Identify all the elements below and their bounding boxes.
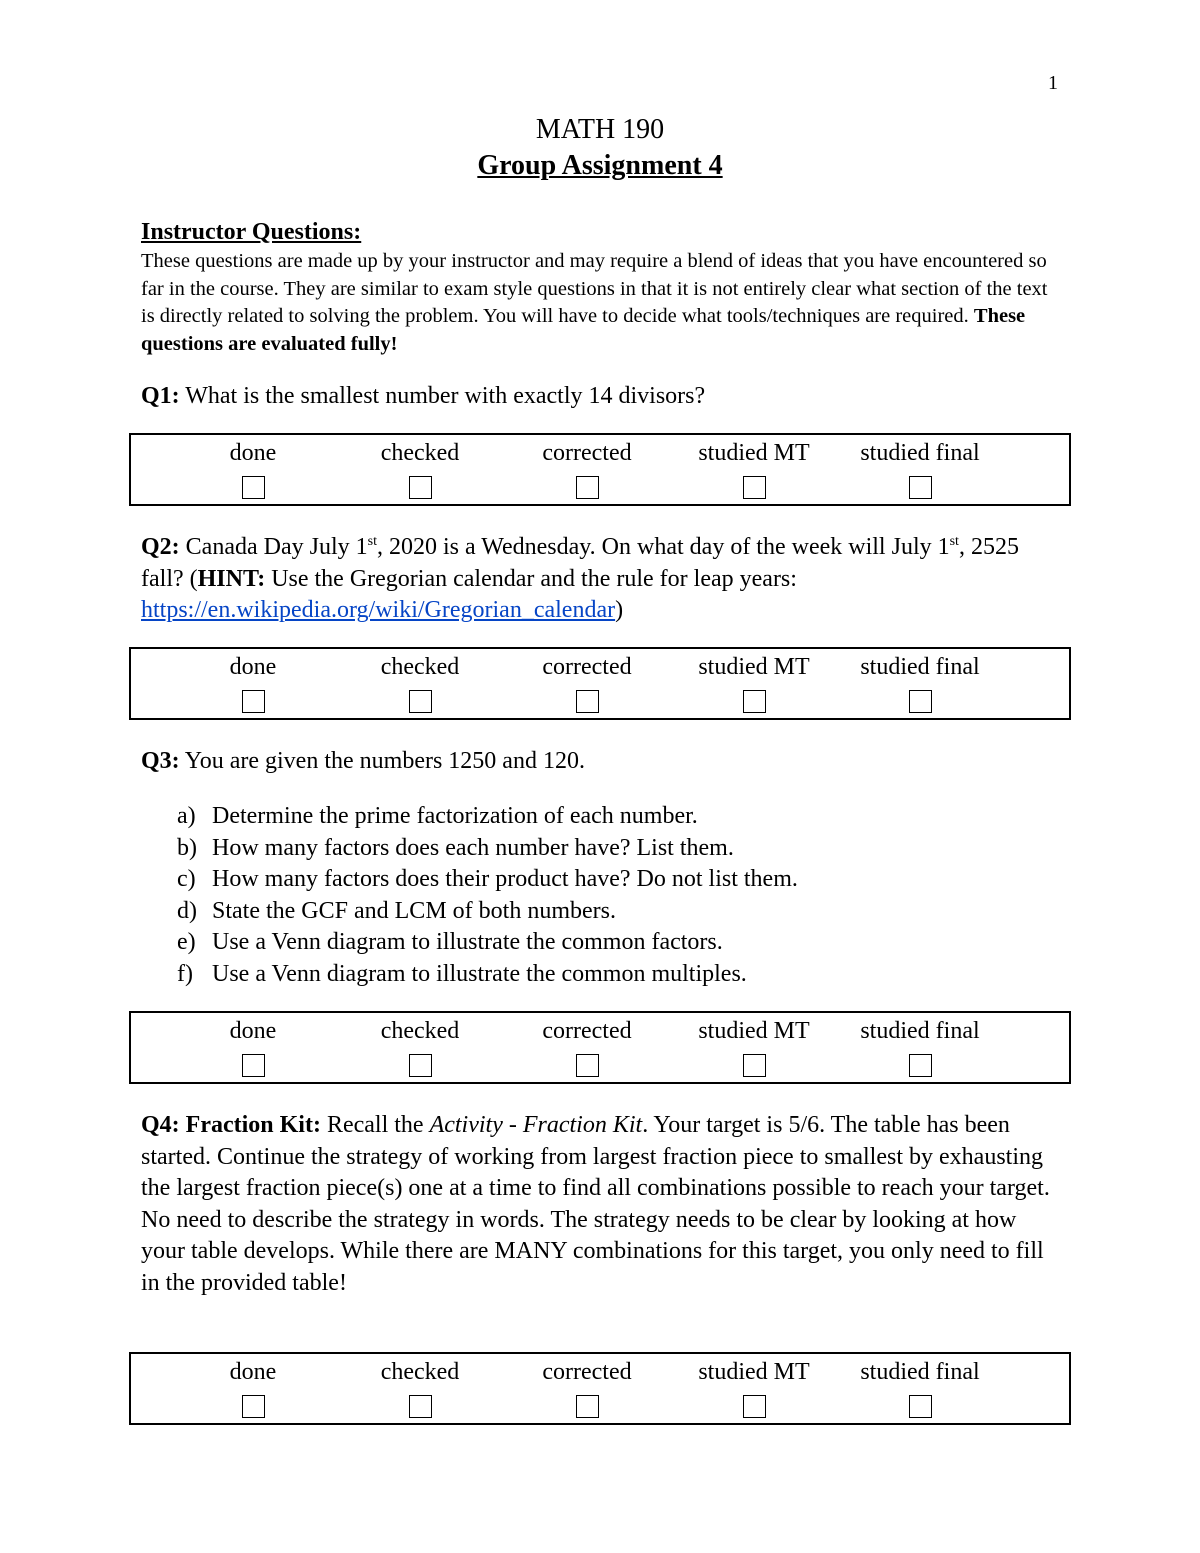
tracker-label: done <box>229 440 277 466</box>
checkbox-corrected[interactable] <box>576 1054 599 1077</box>
checkbox-checked[interactable] <box>409 476 432 499</box>
tracker-checked <box>340 649 500 713</box>
tracker-corrected <box>507 435 667 499</box>
question-2: Q2: Canada Day July 1st, 2020 is a Wednesday. On what day of the week will July 1st, 2525 fall? (HINT: Use the Gregorian calendar and the rule for leap years: https://en.wikipedia.org/wiki/Gregorian_calendar) <box>141 534 1019 623</box>
tracker-label: studied MT <box>698 654 810 680</box>
checkbox-studied-mt[interactable] <box>743 1395 766 1418</box>
tracker-studied-final <box>840 649 1000 713</box>
course-title: MATH 190 <box>535 114 665 145</box>
progress-tracker-q1 <box>129 433 1071 506</box>
tracker-label: checked <box>380 1359 460 1385</box>
checkbox-corrected[interactable] <box>576 690 599 713</box>
tracker-label: done <box>229 1359 277 1385</box>
tracker-corrected <box>507 649 667 713</box>
list-item: c) How many factors does their product have? Do not list them. <box>177 866 798 893</box>
q3-label: Q3: <box>141 748 180 774</box>
gregorian-calendar-link[interactable]: https://en.wikipedia.org/wiki/Gregorian_calendar <box>141 597 616 623</box>
tracker-done <box>173 1013 333 1077</box>
checkbox-corrected[interactable] <box>576 1395 599 1418</box>
checkbox-checked[interactable] <box>409 1054 432 1077</box>
list-item: a) Determine the prime factorization of each number. <box>177 803 698 829</box>
list-item: f) Use a Venn diagram to illustrate the common multiples. <box>177 960 747 987</box>
tracker-label: studied final <box>860 654 980 680</box>
checkbox-done[interactable] <box>242 1395 265 1418</box>
title-block <box>0 112 1200 184</box>
tracker-label: studied MT <box>698 1359 810 1385</box>
question-1 <box>141 381 1061 413</box>
q1-label: Q1: <box>141 383 180 409</box>
q1-text: What is the smallest number with exactly 14 divisors? <box>185 383 706 409</box>
checkbox-done[interactable] <box>242 1054 265 1077</box>
tracker-checked <box>340 1354 500 1418</box>
checkbox-studied-mt[interactable] <box>743 1054 766 1077</box>
tracker-corrected <box>507 1354 667 1418</box>
tracker-checked <box>340 1013 500 1077</box>
tracker-checked <box>340 435 500 499</box>
tracker-label: done <box>229 654 277 680</box>
checkbox-corrected[interactable] <box>576 476 599 499</box>
tracker-studied-mt <box>674 649 834 713</box>
tracker-label: corrected <box>542 440 632 466</box>
tracker-label: checked <box>380 654 460 680</box>
question-3 <box>141 746 1061 778</box>
assignment-title: Group Assignment 4 <box>477 150 723 181</box>
tracker-corrected <box>507 1013 667 1077</box>
q4-label: Q4: Fraction Kit: <box>141 1112 321 1138</box>
tracker-studied-final <box>840 435 1000 499</box>
progress-tracker-q4 <box>129 1352 1071 1425</box>
list-item: e) Use a Venn diagram to illustrate the common factors. <box>177 929 723 956</box>
section-intro <box>141 248 1056 358</box>
intro-text: These questions are made up by your instructor and may require a blend of ideas that you have encountered so far in the course. They are similar to exam style questions in that it is not entirely clear what section of the text is directly related to solving the problem. You will have to decide what tools/techniques are required. <box>141 250 1048 327</box>
tracker-done <box>173 435 333 499</box>
checkbox-studied-final[interactable] <box>909 476 932 499</box>
checkbox-studied-final[interactable] <box>909 690 932 713</box>
tracker-studied-final <box>840 1354 1000 1418</box>
list-item: b) How many factors does each number have? List them. <box>177 834 734 861</box>
hint-label: HINT: <box>197 565 266 592</box>
tracker-label: studied final <box>860 440 980 466</box>
tracker-label: corrected <box>542 654 632 680</box>
list-item: d) State the GCF and LCM of both numbers. <box>177 897 616 924</box>
checkbox-done[interactable] <box>242 476 265 499</box>
tracker-done <box>173 1354 333 1418</box>
tracker-label: studied MT <box>698 440 810 466</box>
tracker-done <box>173 649 333 713</box>
progress-tracker-q3 <box>129 1011 1071 1084</box>
tracker-label: checked <box>380 440 460 466</box>
checkbox-studied-mt[interactable] <box>743 476 766 499</box>
tracker-label: corrected <box>542 1359 632 1385</box>
tracker-label: corrected <box>542 1018 632 1044</box>
section-heading: Instructor Questions: <box>141 219 362 245</box>
checkbox-studied-final[interactable] <box>909 1395 932 1418</box>
activity-name: Activity - Fraction Kit <box>429 1112 643 1138</box>
q3-text: You are given the numbers 1250 and 120. <box>184 748 585 774</box>
tracker-label: checked <box>380 1018 460 1044</box>
tracker-studied-mt <box>674 1354 834 1418</box>
page-number: 1 <box>1048 72 1058 94</box>
question-4: Q4: Fraction Kit: Recall the Activity - Fraction Kit. Your target is 5/6. The table has been started. Continue the strategy of working from largest fraction piece to smallest by exhausting the largest fraction piece(s) one at a time to find all combinations possible to reach your target. No need to describe the strategy in words. The strategy needs to be clear by looking at how your table develops. While there are MANY combinations for this target, you only need to fill in the provided table! <box>141 1112 1050 1296</box>
tracker-studied-mt <box>674 435 834 499</box>
q3-subquestions <box>141 801 1061 991</box>
intro-bold-text: These questions are evaluated fully! <box>141 305 1026 355</box>
checkbox-studied-mt[interactable] <box>743 690 766 713</box>
tracker-label: studied final <box>860 1359 980 1385</box>
checkbox-checked[interactable] <box>409 690 432 713</box>
tracker-studied-mt <box>674 1013 834 1077</box>
checkbox-checked[interactable] <box>409 1395 432 1418</box>
tracker-label: done <box>229 1018 277 1044</box>
tracker-studied-final <box>840 1013 1000 1077</box>
checkbox-studied-final[interactable] <box>909 1054 932 1077</box>
tracker-label: studied final <box>860 1018 980 1044</box>
checkbox-done[interactable] <box>242 690 265 713</box>
tracker-label: studied MT <box>698 1018 810 1044</box>
q2-label: Q2: <box>141 534 180 560</box>
progress-tracker-q2 <box>129 647 1071 720</box>
